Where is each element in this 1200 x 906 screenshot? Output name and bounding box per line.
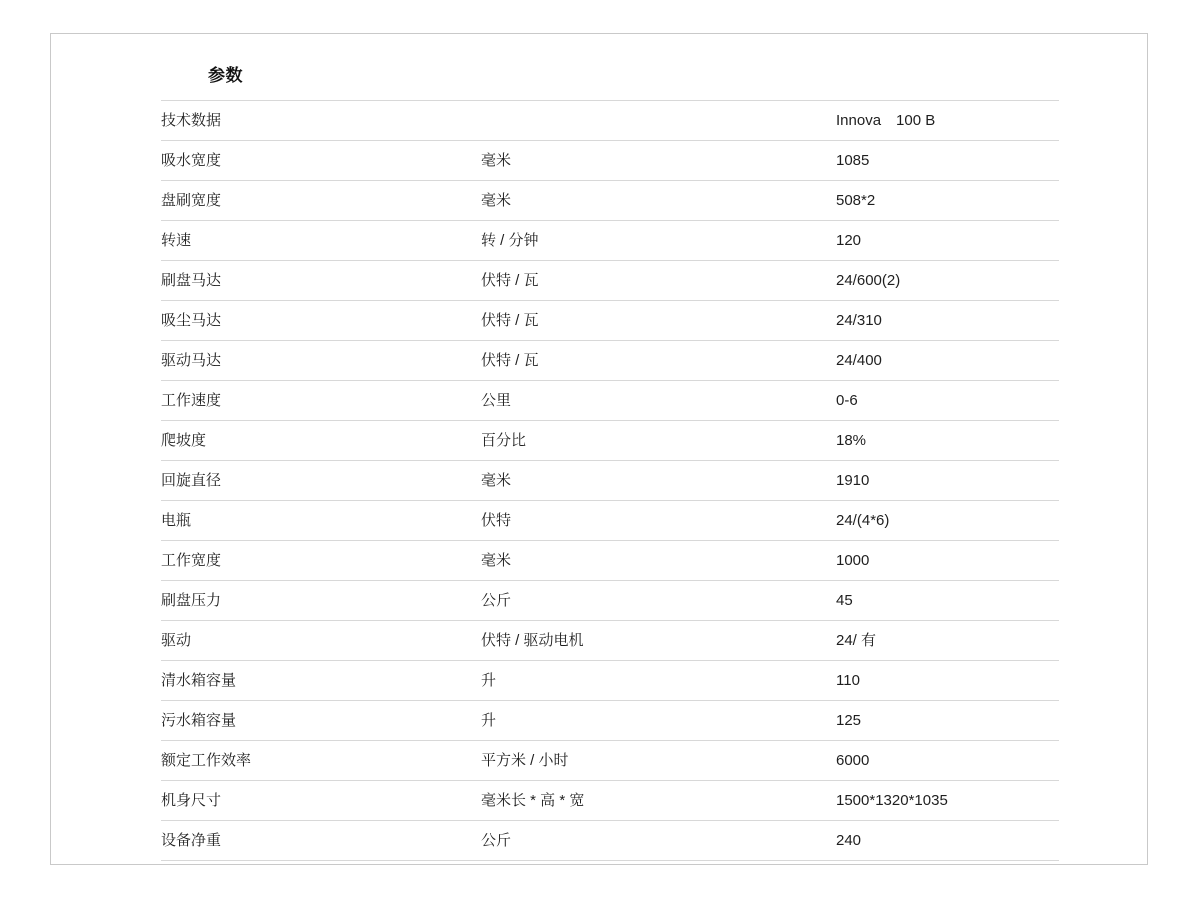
- table-row: [161, 541, 1059, 581]
- spec-value-cell: 0-6: [836, 381, 1059, 421]
- specification-table: [161, 100, 1059, 861]
- spec-unit-cell: [481, 101, 836, 141]
- spec-name-cell: 驱动: [161, 621, 481, 661]
- spec-unit-cell: 公斤: [481, 581, 836, 621]
- table-row: [161, 741, 1059, 781]
- table-row: [161, 221, 1059, 261]
- spec-value-cell: 1000: [836, 541, 1059, 581]
- spec-unit-cell: 伏特 / 驱动电机: [481, 621, 836, 661]
- spec-unit-cell: 伏特 / 瓦: [481, 301, 836, 341]
- spec-value-cell: 6000: [836, 741, 1059, 781]
- spec-name-cell: 爬坡度: [161, 421, 481, 461]
- spec-unit-cell: 毫米: [481, 461, 836, 501]
- spec-unit-cell: 毫米: [481, 541, 836, 581]
- spec-name-cell: 转速: [161, 221, 481, 261]
- table-row: [161, 101, 1059, 141]
- table-row: [161, 381, 1059, 421]
- spec-name-cell: 吸水宽度: [161, 141, 481, 181]
- spec-value-cell: 24/600(2): [836, 261, 1059, 301]
- table-row: [161, 181, 1059, 221]
- spec-unit-cell: 伏特 / 瓦: [481, 261, 836, 301]
- spec-value-cell: 24/ 有: [836, 621, 1059, 661]
- spec-unit-cell: 毫米长 * 高 * 宽: [481, 781, 836, 821]
- spec-name-cell: 污水箱容量: [161, 701, 481, 741]
- table-row: [161, 301, 1059, 341]
- spec-unit-cell: 毫米: [481, 141, 836, 181]
- spec-name-cell: 回旋直径: [161, 461, 481, 501]
- spec-value-cell: 24/400: [836, 341, 1059, 381]
- table-row: [161, 501, 1059, 541]
- spec-name-cell: 刷盘压力: [161, 581, 481, 621]
- table-row: [161, 261, 1059, 301]
- spec-value-cell: 508*2: [836, 181, 1059, 221]
- spec-value-cell: 240: [836, 821, 1059, 861]
- spec-value-cell: 24/(4*6): [836, 501, 1059, 541]
- spec-name-cell: 额定工作效率: [161, 741, 481, 781]
- spec-name-cell: 盘刷宽度: [161, 181, 481, 221]
- spec-name-cell: 驱动马达: [161, 341, 481, 381]
- spec-name-cell: 设备净重: [161, 821, 481, 861]
- spec-unit-cell: 转 / 分钟: [481, 221, 836, 261]
- spec-unit-cell: 公斤: [481, 821, 836, 861]
- spec-unit-cell: 升: [481, 701, 836, 741]
- spec-name-cell: 电瓶: [161, 501, 481, 541]
- document-page: [50, 33, 1148, 865]
- table-row: [161, 781, 1059, 821]
- specification-panel: [161, 54, 1059, 861]
- spec-value-cell: 1910: [836, 461, 1059, 501]
- table-row: [161, 581, 1059, 621]
- spec-name-cell: 工作速度: [161, 381, 481, 421]
- spec-unit-cell: 伏特 / 瓦: [481, 341, 836, 381]
- table-row: [161, 701, 1059, 741]
- spec-value-cell: 120: [836, 221, 1059, 261]
- spec-value-cell: 110: [836, 661, 1059, 701]
- table-row: [161, 141, 1059, 181]
- table-row: [161, 461, 1059, 501]
- spec-unit-cell: 公里: [481, 381, 836, 421]
- spec-name-cell: 工作宽度: [161, 541, 481, 581]
- spec-unit-cell: 伏特: [481, 501, 836, 541]
- spec-unit-cell: 平方米 / 小时: [481, 741, 836, 781]
- spec-value-cell: 1085: [836, 141, 1059, 181]
- spec-value-cell: Innova 100 B: [836, 101, 1059, 141]
- spec-name-cell: 技术数据: [161, 101, 481, 141]
- spec-value-cell: 45: [836, 581, 1059, 621]
- spec-name-cell: 刷盘马达: [161, 261, 481, 301]
- spec-value-cell: 125: [836, 701, 1059, 741]
- table-row: [161, 341, 1059, 381]
- table-row: [161, 821, 1059, 861]
- table-row: [161, 661, 1059, 701]
- specification-table-body: [161, 101, 1059, 861]
- spec-name-cell: 吸尘马达: [161, 301, 481, 341]
- table-row: [161, 621, 1059, 661]
- spec-unit-cell: 升: [481, 661, 836, 701]
- spec-value-cell: 24/310: [836, 301, 1059, 341]
- spec-name-cell: 机身尺寸: [161, 781, 481, 821]
- spec-value-cell: 18%: [836, 421, 1059, 461]
- table-row: [161, 421, 1059, 461]
- spec-unit-cell: 百分比: [481, 421, 836, 461]
- spec-value-cell: 1500*1320*1035: [836, 781, 1059, 821]
- spec-unit-cell: 毫米: [481, 181, 836, 221]
- page-title: 参数: [208, 66, 243, 85]
- spec-name-cell: 清水箱容量: [161, 661, 481, 701]
